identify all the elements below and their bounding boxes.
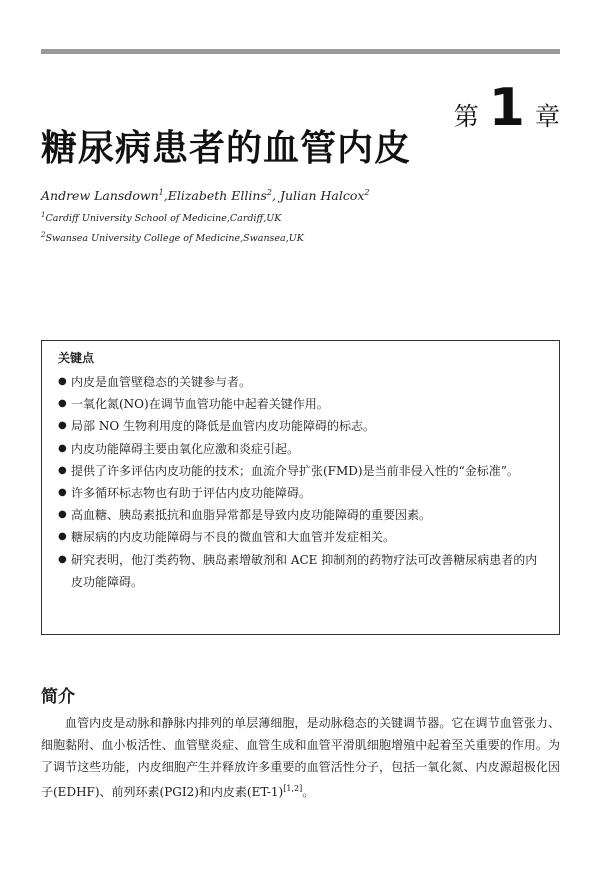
key-point-item (58, 438, 545, 460)
key-point-text: 糖尿病的内皮功能障碍与不良的微血管和大血管并发症相关。 (71, 530, 396, 545)
key-point-text: 高血糖、胰岛素抵抗和血脂异常都是导致内皮功能障碍的重要因素。 (71, 508, 432, 523)
key-points-title: 关键点 (58, 351, 95, 365)
author-separator: , (272, 188, 280, 204)
affiliation-text: Swansea University College of Medicine,Swansea,UK (45, 233, 304, 245)
key-point-item (58, 460, 545, 482)
key-point-item (58, 393, 545, 415)
author-separator: , (163, 188, 168, 204)
key-point-text: 研究表明，他汀类药物、胰岛素增敏剂和 ACE 抑制剂的药物疗法可改善糖尿病患者的内皮功能障碍。 (71, 552, 538, 589)
intro-paragraph (41, 712, 560, 803)
bullet-icon: ● (58, 464, 67, 476)
affiliation-text: Cardiff University School of Medicine,Cardiff,UK (45, 213, 282, 225)
bullet-icon: ● (58, 376, 67, 387)
bullet-icon: ● (58, 553, 67, 565)
author-affil-mark: 2 (364, 188, 370, 197)
key-points-list (58, 371, 545, 593)
key-point-text: 局部 NO 生物利用度的降低是血管内皮功能障碍的标志。 (71, 419, 375, 434)
key-point-item (58, 482, 545, 504)
bullet-icon: ● (58, 509, 67, 521)
author-name: Andrew Lansdown (41, 188, 159, 204)
citation-mark: [1,2] (283, 784, 303, 793)
chapter-label (453, 78, 560, 138)
chapter-suffix: 章 (534, 102, 560, 131)
section-title-intro: 简介 (41, 687, 75, 707)
author-name: Julian Halcox (279, 188, 365, 204)
key-point-item (58, 549, 545, 593)
author-name: Elizabeth Ellins (167, 188, 267, 204)
affiliation (41, 211, 281, 224)
key-point-text: 提供了许多评估内皮功能的技术；血流介导扩张(FMD)是当前非侵入性的“金标准”。 (71, 463, 519, 478)
key-point-text: 许多循环标志物也有助于评估内皮功能障碍。 (71, 486, 312, 501)
intro-text: 血管内皮是动脉和静脉内排列的单层薄细胞，是动脉稳态的关键调节器。它在调节血管张力、细胞黏附、血小板活性、血管壁炎症、血管生成和血管平滑肌细胞增殖中起着至关重要的作用。为了调节这些功能，内皮细胞产生并释放许多重要的血管活性分子，包括一氧化氮、内皮源超极化因子(EDHF)、前列环素(PGI2)和内皮素(ET-1) (41, 716, 560, 799)
bullet-icon: ● (58, 487, 67, 499)
key-points-box (41, 340, 560, 635)
key-point-item (58, 504, 545, 526)
intro-end: 。 (302, 785, 315, 799)
chapter-prefix: 第 (453, 102, 479, 131)
top-rule (41, 49, 560, 54)
bullet-icon: ● (58, 398, 67, 410)
key-point-item (58, 526, 545, 548)
key-point-text: 内皮功能障碍主要由氧化应激和炎症引起。 (71, 441, 300, 456)
key-point-item (58, 415, 545, 437)
author-line (41, 188, 370, 203)
affiliation-mark: 2 (41, 231, 46, 239)
affiliation (41, 231, 304, 244)
chapter-title: 糖尿病患者的血管内皮 (41, 128, 412, 169)
bullet-icon: ● (58, 442, 67, 454)
author-affil-mark: 2 (266, 188, 272, 197)
affiliation-mark: 1 (41, 211, 46, 219)
chapter-number: 1 (488, 78, 525, 138)
bullet-icon: ● (58, 531, 67, 543)
bullet-icon: ● (58, 420, 67, 432)
key-point-item (58, 371, 545, 393)
key-point-text: 内皮是血管壁稳态的关键参与者。 (71, 375, 252, 389)
key-point-text: 一氧化氮(NO)在调节血管功能中起着关键作用。 (71, 397, 329, 412)
author-affil-mark: 1 (158, 188, 164, 197)
